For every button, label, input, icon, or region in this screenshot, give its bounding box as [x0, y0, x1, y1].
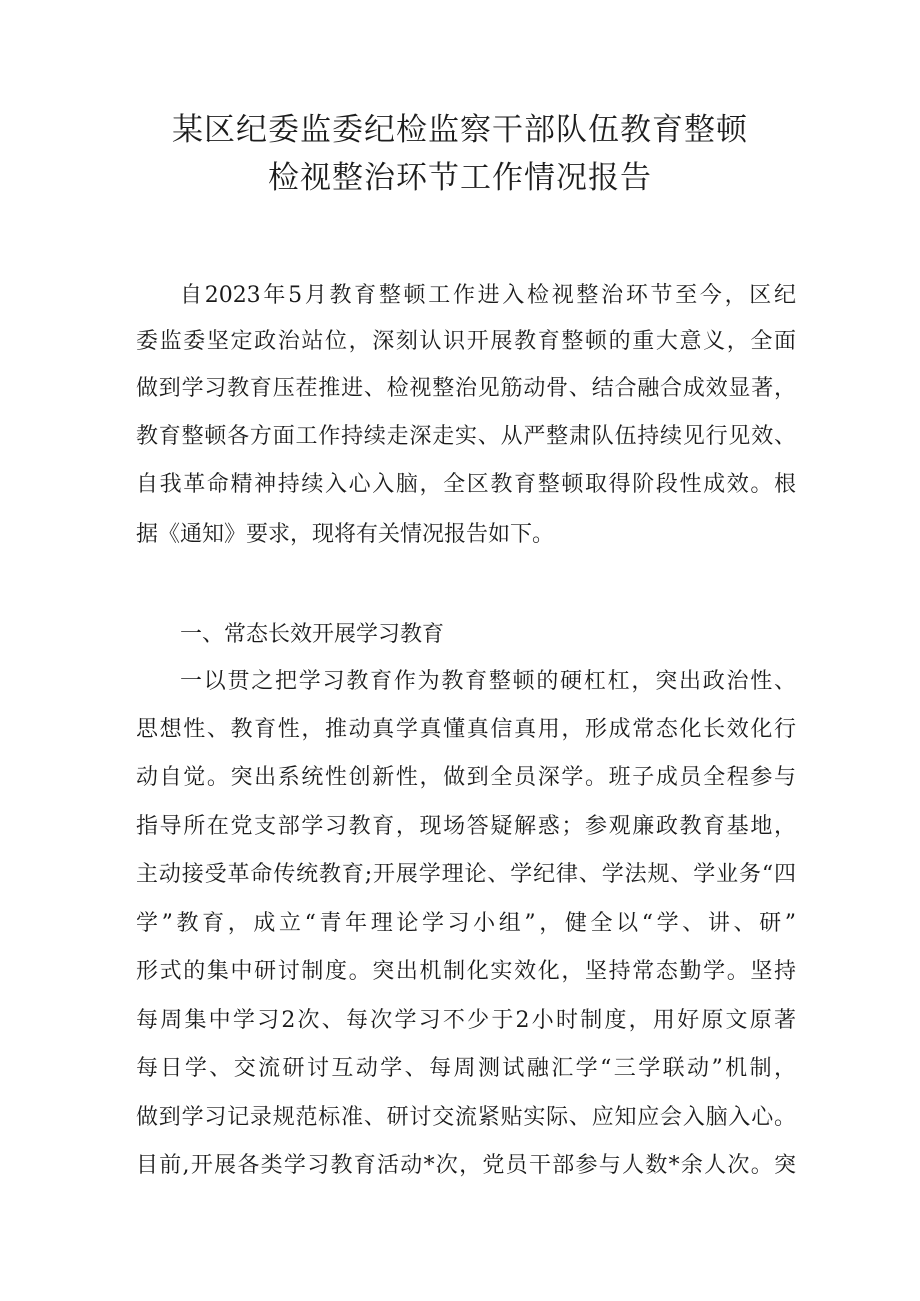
intro-line-3: 做到学习教育压茬推进、检视整治见筋动骨、结合融合成效显著， [136, 376, 796, 401]
section-1-line-9: 每日学、交流研讨互动学、每周测试融汇学“三学联动”机制， [136, 1056, 796, 1081]
document-title-line-1: 某区纪委监委纪检监察干部队伍教育整顿 [172, 112, 748, 148]
section-1-line-10: 做到学习记录规范标准、研讨交流紧贴实际、应知应会入脑入心。 [136, 1105, 796, 1130]
section-1-line-11: 目前,开展各类学习教育活动*次，党员干部参与人数*余人次。突 [136, 1153, 796, 1178]
section-1-line-1: 一以贯之把学习教育作为教育整顿的硬杠杠，突出政治性、 [180, 669, 796, 694]
intro-line-6: 据《通知》要求，现将有关情况报告如下。 [136, 522, 555, 547]
section-1-line-8: 每周集中学习2次、每次学习不少于2小时制度，用好原文原著 [136, 1008, 796, 1033]
intro-line-4: 教育整顿各方面工作持续走深走实、从严整肃队伍持续见行见效、 [136, 424, 796, 449]
intro-line-5: 自我革命精神持续入心入脑，全区教育整顿取得阶段性成效。根 [136, 472, 796, 497]
intro-line-1: 自2023年5月教育整顿工作进入检视整治环节至今，区纪 [180, 283, 796, 308]
section-1-line-5: 主动接受革命传统教育;开展学理论、学纪律、学法规、学业务“四 [136, 862, 796, 887]
section-1-line-3: 动自觉。突出系统性创新性，做到全员深学。班子成员全程参与 [136, 765, 796, 790]
section-1-line-6: 学”教育，成立“青年理论学习小组”，健全以“学、讲、研” [136, 911, 796, 936]
section-1-line-4: 指导所在党支部学习教育，现场答疑解惑；参观廉政教育基地， [136, 814, 796, 839]
intro-line-2: 委监委坚定政治站位，深刻认识开展教育整顿的重大意义，全面 [136, 329, 796, 354]
section-1-heading: 一、常态长效开展学习教育 [180, 622, 445, 647]
section-1-line-7: 形式的集中研讨制度。突出机制化实效化，坚持常态勤学。坚持 [136, 959, 796, 984]
document-title-line-2: 检视整治环节工作情况报告 [268, 160, 652, 196]
section-1-line-2: 思想性、教育性，推动真学真懂真信真用，形成常态化长效化行 [136, 717, 796, 742]
